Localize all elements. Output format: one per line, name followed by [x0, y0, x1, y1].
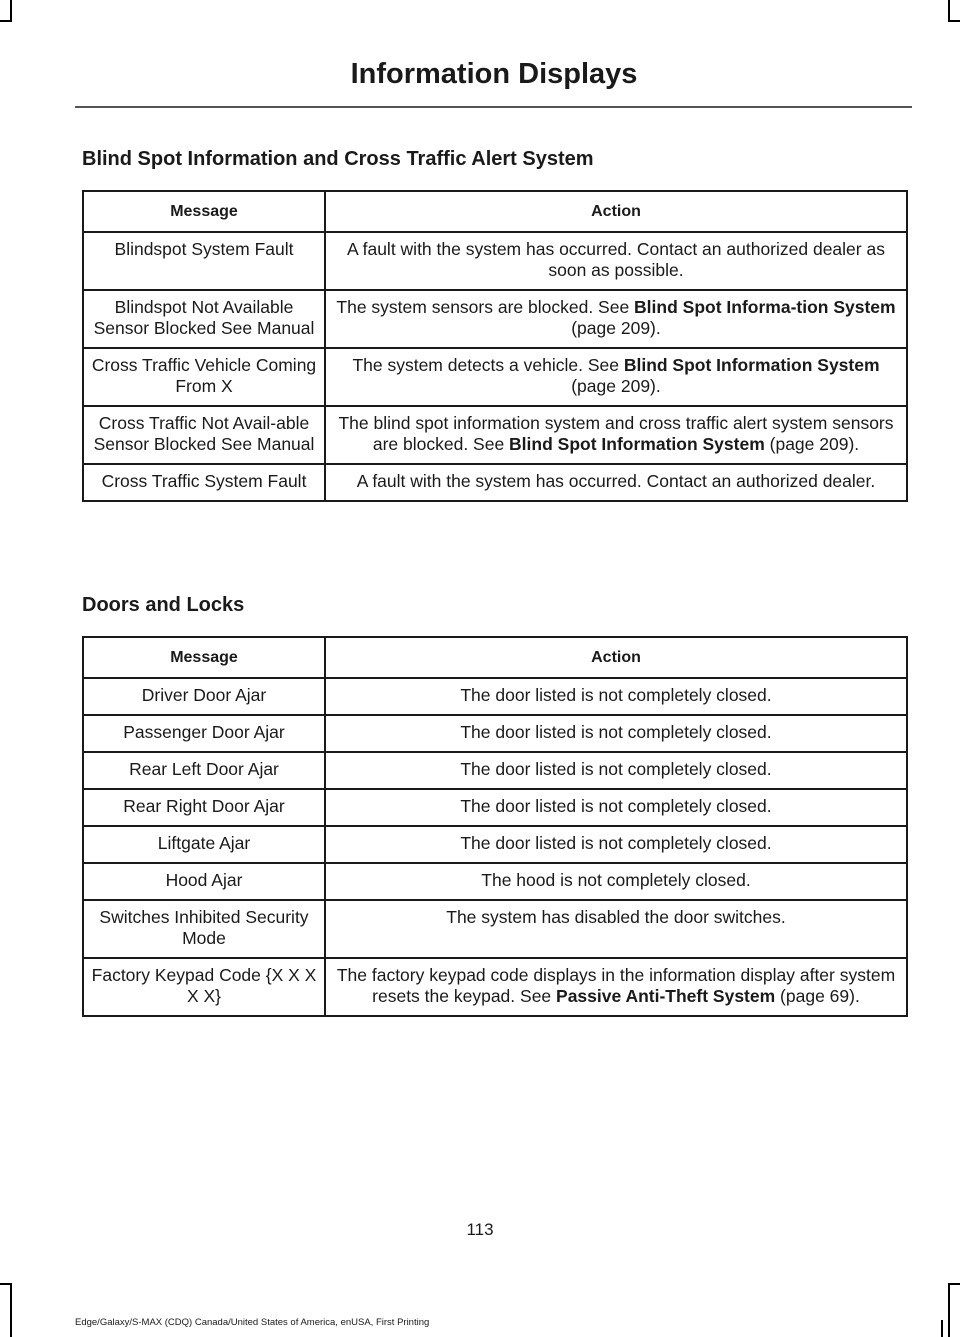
action-text: The hood is not completely closed.: [481, 870, 751, 890]
message-cell: Cross Traffic System Fault: [83, 464, 325, 501]
action-text: The system has disabled the door switches.: [446, 907, 786, 927]
message-cell: Hood Ajar: [83, 863, 325, 900]
table-row: [83, 752, 907, 789]
table-row: [83, 406, 907, 464]
page-number: 113: [466, 1220, 494, 1239]
action-cell: [325, 863, 907, 900]
crop-mark: [0, 20, 12, 22]
page-reference: (page 209).: [571, 376, 661, 396]
column-header-action: Action: [325, 191, 907, 232]
page-reference: (page 209).: [571, 318, 661, 338]
action-cell: [325, 464, 907, 501]
cross-reference-link[interactable]: Blind Spot Informa-tion System: [634, 297, 896, 317]
action-text: The door listed is not completely closed.: [460, 759, 772, 779]
action-cell: [325, 348, 907, 406]
action-text: The blind spot information system and cross traffic alert system sensors are blocked. See: [338, 413, 894, 454]
table-row: [83, 678, 907, 715]
section-heading-doors-locks: Doors and Locks: [82, 594, 245, 616]
action-cell: [325, 232, 907, 290]
message-cell: Liftgate Ajar: [83, 826, 325, 863]
column-header-message: Message: [83, 191, 325, 232]
action-text: The door listed is not completely closed.: [460, 796, 772, 816]
message-cell: Switches Inhibited Security Mode: [83, 900, 325, 958]
action-text: The factory keypad code displays in the information display after system resets the keypad. See: [336, 965, 896, 1006]
column-header-action: Action: [325, 637, 907, 678]
crop-mark: [10, 0, 12, 20]
page-reference: (page 209).: [764, 434, 860, 454]
action-cell: [325, 826, 907, 863]
message-cell: Factory Keypad Code {X X X X X}: [83, 958, 325, 1016]
crop-mark: [948, 20, 960, 22]
table-row: [83, 290, 907, 348]
action-text: A fault with the system has occurred. Contact an authorized dealer.: [356, 471, 876, 491]
doors-locks-table: [82, 636, 908, 1017]
message-cell: Cross Traffic Vehicle Coming From X: [83, 348, 325, 406]
table-header-row: [83, 191, 907, 232]
header-divider: [75, 106, 912, 108]
action-text: A fault with the system has occurred. Contact an authorized dealer as soon as possible.: [347, 239, 885, 280]
action-text: The door listed is not completely closed.: [460, 685, 772, 705]
action-text: The system sensors are blocked. See: [336, 297, 635, 317]
message-cell: Blindspot System Fault: [83, 232, 325, 290]
cross-reference-link[interactable]: Blind Spot Information System: [623, 355, 880, 375]
table-row: [83, 958, 907, 1016]
message-cell: Driver Door Ajar: [83, 678, 325, 715]
crop-mark: [948, 1283, 960, 1285]
crop-mark: [941, 1320, 943, 1337]
table-row: [83, 715, 907, 752]
section-heading-blind-spot: Blind Spot Information and Cross Traffic Alert System: [82, 148, 594, 170]
table-row: [83, 232, 907, 290]
action-cell: [325, 678, 907, 715]
table-header-row: [83, 637, 907, 678]
table-row: [83, 464, 907, 501]
page-title: Information Displays: [350, 58, 638, 90]
action-text: The door listed is not completely closed.: [460, 722, 772, 742]
crop-mark: [948, 1283, 950, 1337]
table-body: [83, 678, 907, 1016]
message-cell: Passenger Door Ajar: [83, 715, 325, 752]
message-cell: Blindspot Not Available Sensor Blocked See Manual: [83, 290, 325, 348]
action-text: The door listed is not completely closed.: [460, 833, 772, 853]
crop-mark: [948, 0, 950, 20]
action-text: The system detects a vehicle. See: [352, 355, 624, 375]
message-cell: Rear Left Door Ajar: [83, 752, 325, 789]
message-cell: Cross Traffic Not Avail-able Sensor Blocked See Manual: [83, 406, 325, 464]
blind-spot-table: [82, 190, 908, 502]
action-cell: [325, 290, 907, 348]
table-body: [83, 232, 907, 501]
action-cell: [325, 406, 907, 464]
action-cell: [325, 752, 907, 789]
table-row: [83, 863, 907, 900]
action-cell: [325, 715, 907, 752]
action-cell: [325, 789, 907, 826]
crop-mark: [0, 1283, 12, 1285]
table-row: [83, 826, 907, 863]
cross-reference-link[interactable]: Blind Spot Information System: [509, 434, 765, 454]
action-cell: [325, 958, 907, 1016]
action-cell: [325, 900, 907, 958]
cross-reference-link[interactable]: Passive Anti-Theft System: [556, 986, 776, 1006]
table-row: [83, 900, 907, 958]
column-header-message: Message: [83, 637, 325, 678]
message-cell: Rear Right Door Ajar: [83, 789, 325, 826]
page-reference: (page 69).: [775, 986, 860, 1006]
footer-text: Edge/Galaxy/S-MAX (CDQ) Canada/United States of America, enUSA, First Printing: [75, 1317, 430, 1328]
table-row: [83, 789, 907, 826]
table-row: [83, 348, 907, 406]
crop-mark: [10, 1283, 12, 1337]
